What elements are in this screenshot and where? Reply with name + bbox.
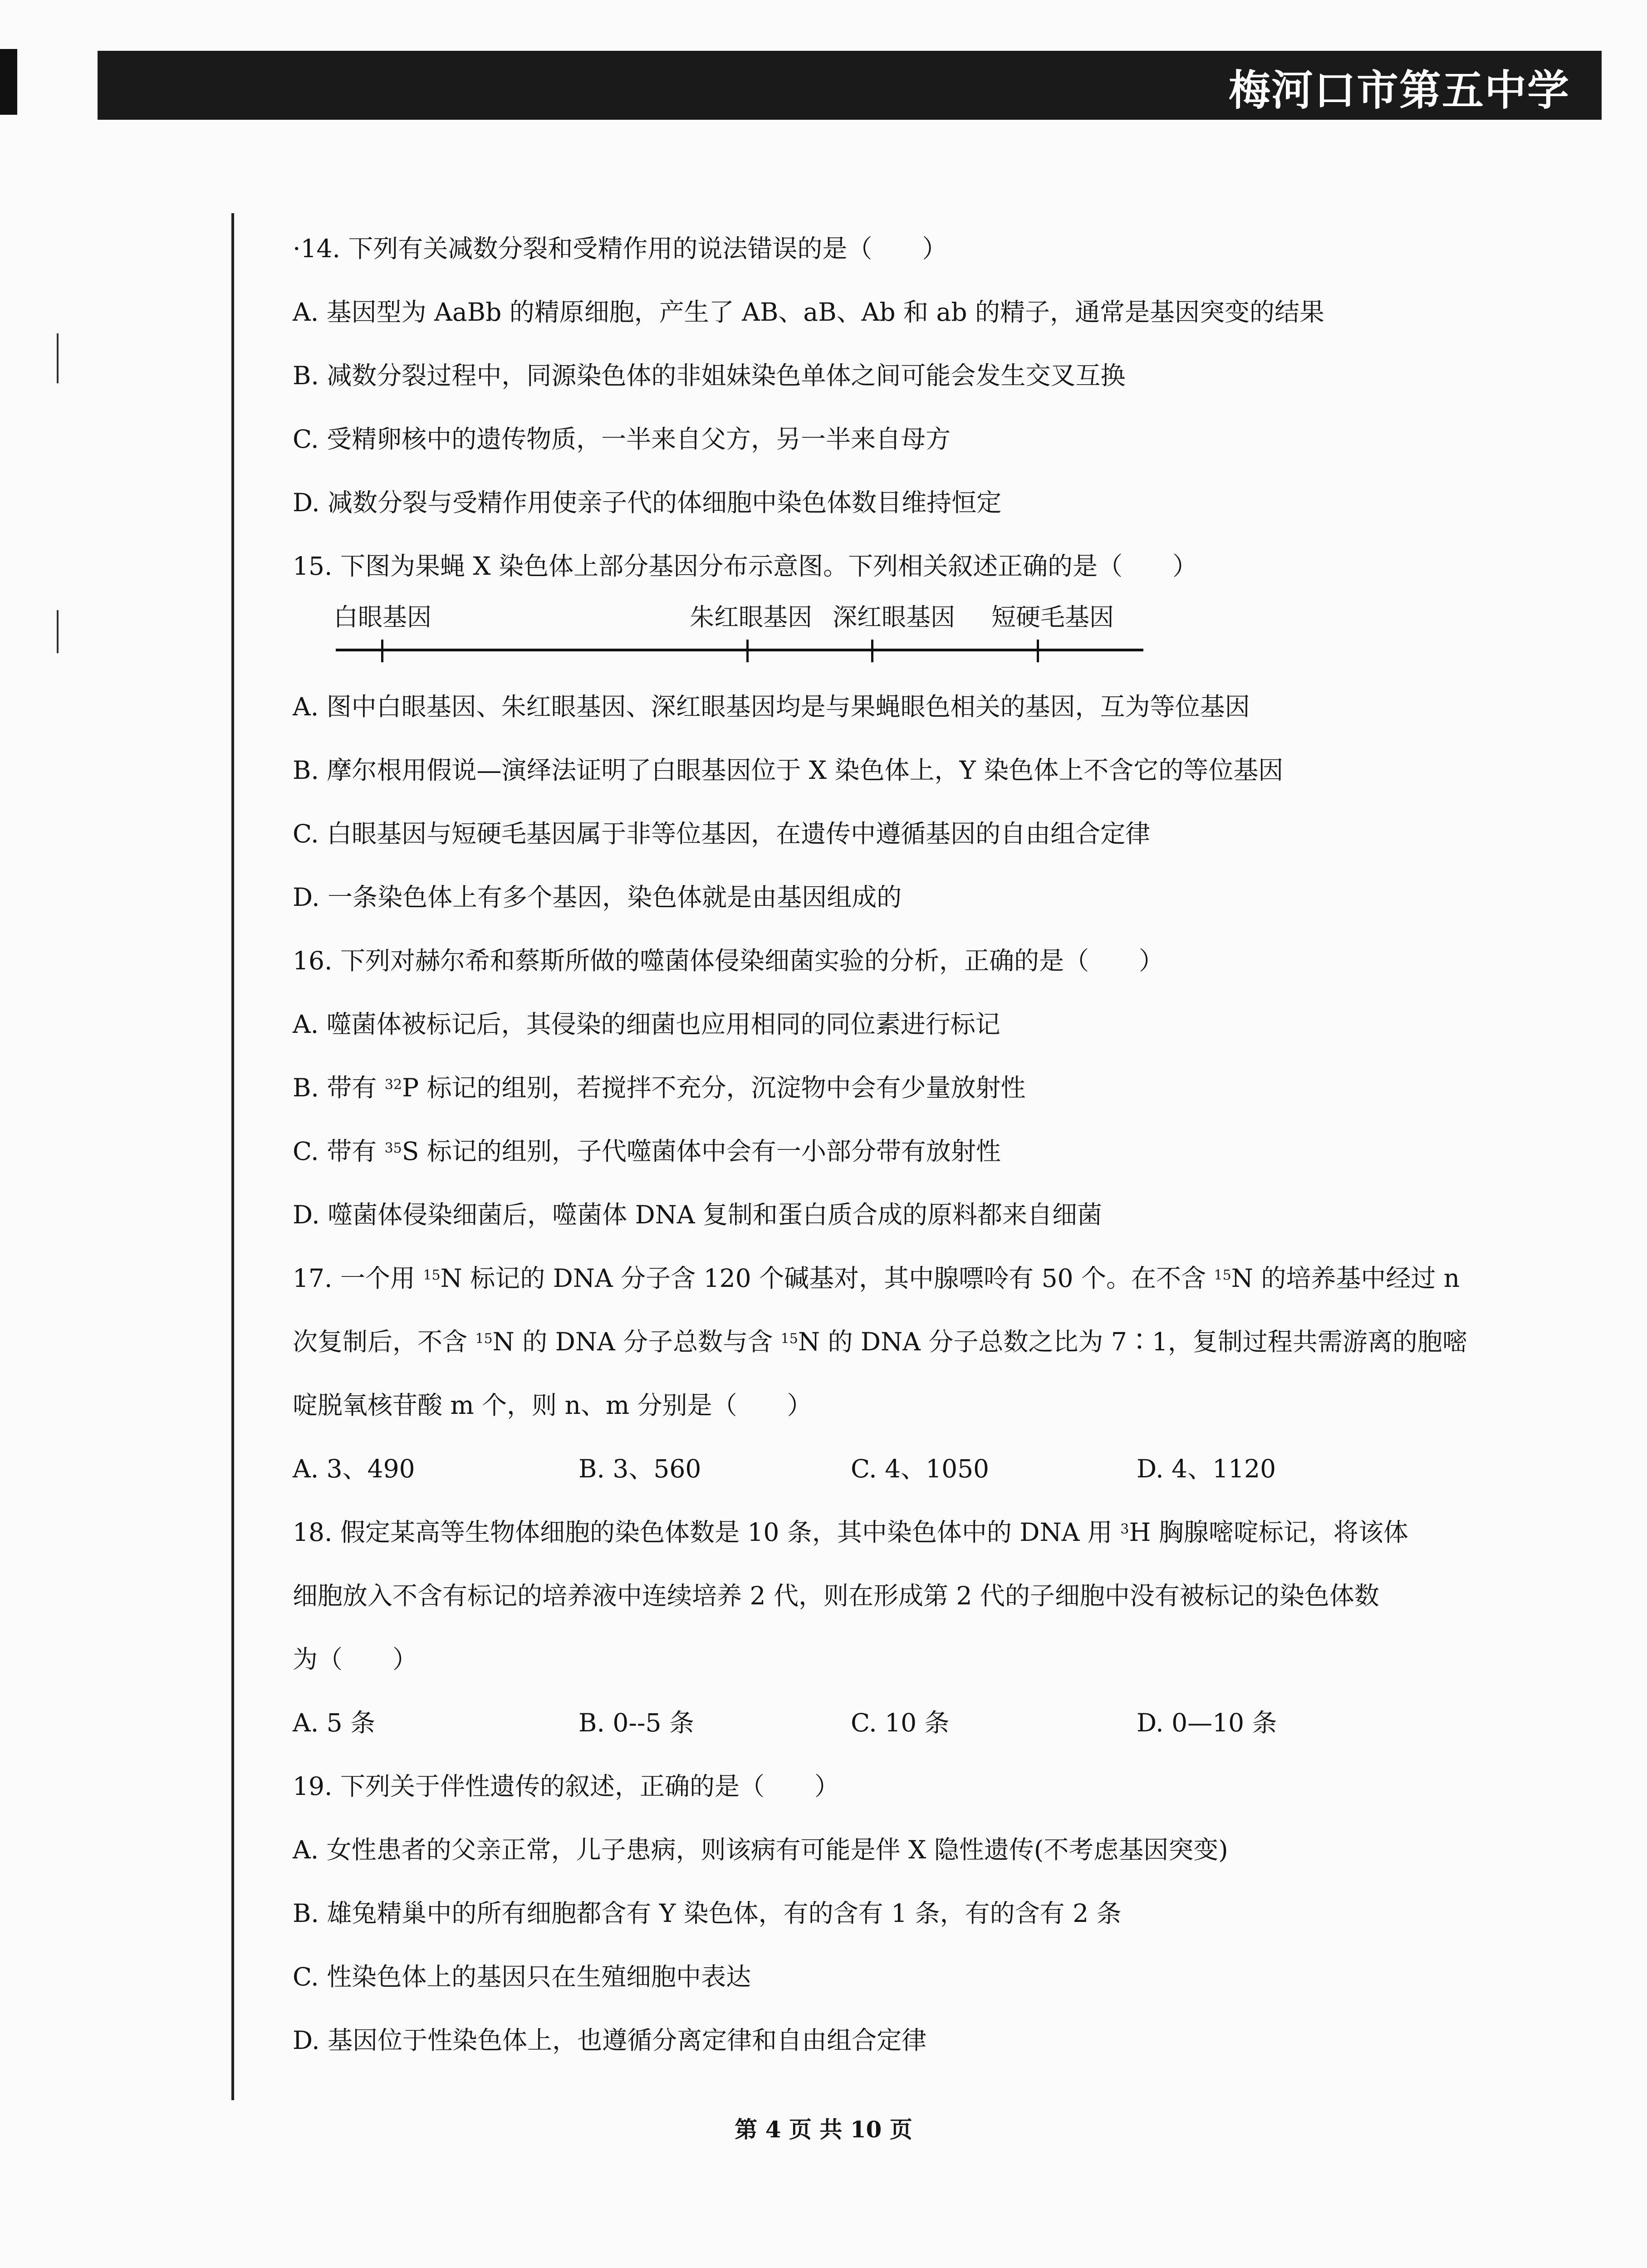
question-18-stem-line-1: 18. 假定某高等生物体细胞的染色体数是 10 条，其中染色体中的 DNA 用 $^3$H 胸腺嘧啶标记，将该体: [293, 1518, 1408, 1547]
question-18-options: [293, 1691, 1536, 1755]
question-16-option-a: A. 噬菌体被标记后，其侵染的细菌也应用相同的同位素进行标记: [293, 1010, 1000, 1039]
header-bar: [98, 51, 1602, 120]
question-18-option-c: C. 10 条: [851, 1708, 950, 1737]
gene-locus-marker: [381, 640, 383, 662]
question-17-stem-line-1: 17. 一个用 $^{15}$N 标记的 DNA 分子含 120 个碱基对，其中腺嘌呤有 50 个。在不含 $^{15}$N 的培养基中经过 n: [293, 1264, 1460, 1293]
question-17-options: [293, 1437, 1536, 1501]
chromosome-gene-diagram: [293, 598, 1155, 675]
question-16-option-d: D. 噬菌体侵染细菌后，噬菌体 DNA 复制和蛋白质合成的原料都来自细菌: [293, 1200, 1103, 1229]
question-18-option-d: D. 0—10 条: [1137, 1708, 1277, 1737]
question-19-option-b: B. 雄兔精巢中的所有细胞都含有 Y 染色体，有的含有 1 条，有的含有 2 条: [293, 1899, 1122, 1928]
question-19-option-c: C. 性染色体上的基因只在生殖细胞中表达: [293, 1962, 751, 1991]
question-15-option-a: A. 图中白眼基因、朱红眼基因、深红眼基因均是与果蝇眼色相关的基因，互为等位基因: [293, 692, 1250, 721]
question-15-option-c: C. 白眼基因与短硬毛基因属于非等位基因，在遗传中遵循基因的自由组合定律: [293, 819, 1151, 848]
question-content: [293, 217, 1536, 2072]
question-17-option-d: D. 4、1120: [1137, 1454, 1276, 1483]
question-18-option-b: B. 0--5 条: [578, 1708, 695, 1737]
margin-dash: [57, 610, 59, 653]
question-18-stem-line-3: 为（ ）: [293, 1645, 418, 1674]
page-number: 第 4 页 共 10 页: [735, 2116, 912, 2143]
question-14-option-c: C. 受精卵核中的遗传物质，一半来自父方，另一半来自母方: [293, 425, 951, 454]
question-14-option-d: D. 减数分裂与受精作用使亲子代的体细胞中染色体数目维持恒定: [293, 488, 1002, 517]
question-15-stem: 15. 下图为果蝇 X 染色体上部分基因分布示意图。下列相关叙述正确的是（ ）: [293, 552, 1198, 581]
question-16-option-b: B. 带有 $^{32}$P 标记的组别，若搅拌不充分，沉淀物中会有少量放射性: [293, 1073, 1026, 1102]
scan-edge-mark: [0, 49, 17, 115]
question-19-stem: 19. 下列关于伴性遗传的叙述，正确的是（ ）: [293, 1772, 839, 1801]
question-17-option-a: A. 3、490: [293, 1454, 415, 1483]
question-14-option-b: B. 减数分裂过程中，同源染色体的非姐妹染色单体之间可能会发生交叉互换: [293, 361, 1126, 390]
question-14-option-a: A. 基因型为 AaBb 的精原细胞，产生了 AB、aB、Ab 和 ab 的精子，通常是基因突变的结果: [293, 298, 1324, 327]
question-19-option-d: D. 基因位于性染色体上，也遵循分离定律和自由组合定律: [293, 2026, 927, 2055]
question-17-option-c: C. 4、1050: [851, 1454, 990, 1483]
gene-label-white-eye: 白眼基因: [333, 603, 431, 631]
gene-label-vermilion-eye: 朱红眼基因: [690, 603, 812, 631]
question-16-stem: 16. 下列对赫尔希和蔡斯所做的噬菌体侵染细菌实验的分析，正确的是（ ）: [293, 946, 1164, 975]
gene-label-short-bristle: 短硬毛基因: [991, 603, 1114, 631]
question-19-option-a: A. 女性患者的父亲正常，儿子患病，则该病有可能是伴 X 隐性遗传(不考虑基因突变): [293, 1835, 1228, 1864]
question-17-option-b: B. 3、560: [578, 1454, 701, 1483]
gene-locus-marker: [871, 640, 873, 662]
chromosome-line: [336, 649, 1143, 651]
question-18-option-a: A. 5 条: [293, 1708, 376, 1737]
gene-label-dark-red-eye: 深红眼基因: [833, 603, 955, 631]
question-16-option-c: C. 带有 $^{35}$S 标记的组别，子代噬菌体中会有一小部分带有放射性: [293, 1137, 1001, 1166]
margin-rule: [231, 213, 234, 2100]
gene-locus-marker: [1037, 640, 1039, 662]
gene-locus-marker: [746, 640, 749, 662]
margin-dash: [57, 333, 59, 383]
question-17-stem-line-3: 啶脱氧核苷酸 m 个，则 n、m 分别是（ ）: [293, 1391, 812, 1420]
question-18-stem-line-2: 细胞放入不含有标记的培养液中连续培养 2 代，则在形成第 2 代的子细胞中没有被标记的染色体数: [293, 1581, 1379, 1610]
question-15-option-d: D. 一条染色体上有多个基因，染色体就是由基因组成的: [293, 883, 902, 912]
school-name: 梅河口市第五中学: [1228, 66, 1570, 115]
question-14-stem: ·14. 下列有关减数分裂和受精作用的说法错误的是（ ）: [293, 234, 947, 263]
question-17-stem-line-2: 次复制后，不含 $^{15}$N 的 DNA 分子总数与含 $^{15}$N 的 DNA 分子总数之比为 7∶1，复制过程共需游离的胞嘧: [293, 1327, 1467, 1356]
question-15-option-b: B. 摩尔根用假说—演绎法证明了白眼基因位于 X 染色体上，Y 染色体上不含它的等位基因: [293, 756, 1284, 785]
